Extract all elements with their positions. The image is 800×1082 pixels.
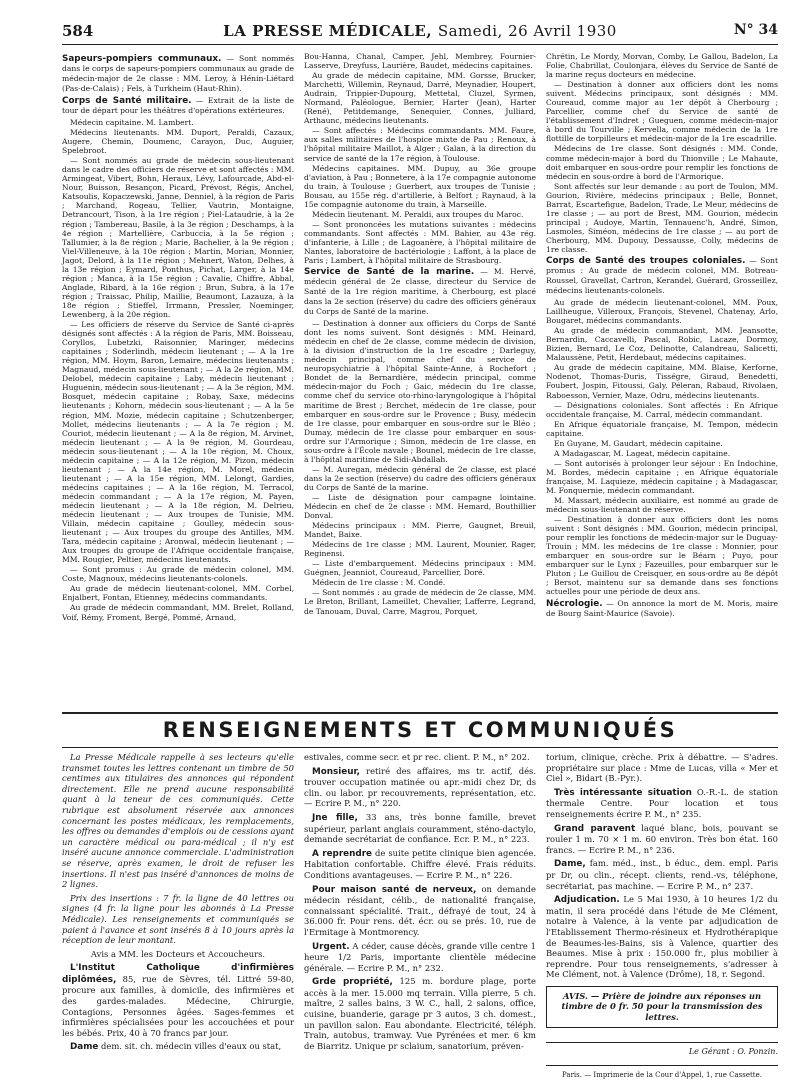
ad-text: O.-R.-L. de station thermale Centre. Pour location et tous renseignements écrire P. M., n° 235. [546, 786, 778, 819]
section-heading [304, 267, 536, 317]
paragraph: Au grade de médecin lieutenant-colonel, MM. Corbel, Enjalbert, Fontan, Etienney, médecins commandants. [62, 584, 294, 603]
section-title: RENSEIGNEMENTS ET COMMUNIQUÉS [162, 718, 678, 742]
paragraph: Au grade de médecin commandant, MM. Jeansotte, Bernardin, Caccavelli, Pascal, Robic, Lacaze, Dormoy, Bizien, Bernard, Le Coz, Delinotte, Calandreau, Salicetti, Malaussène, Petit, Herdebaut, médecins capitaines. [546, 326, 778, 363]
page-header [62, 22, 778, 45]
ad-title: Monsieur, [312, 766, 360, 777]
classified-ad [62, 962, 294, 1038]
ad-text: 33 ans, très bonne famille, brevet supérieur, parlant anglais couramment, sténo-dactylo, demande secrétariat de confiance. Ecr. P. M., n° 223. [304, 811, 536, 845]
paragraph: Au grade de médecin capitaine, MM. Gorsse, Brucker, Marchetti, Willemin, Reynaud, Darré, Meynadier, Houpert, Audrain, Trippier-Dupourg, Mettetal, Cluzel, Syrmen, Normand, Paléologue, Bernier, Harter (Jean), Harter (René), Petitdemange, Senequier, Connes, Julliard, Arthaunc, médecins lieutenants. [304, 71, 536, 126]
paragraph: Médecins lieutenants. MM. Duport, Peraldi, Cazaux, Augere, Chemin, Doumenc, Carayon, Duc, Auguier, Spelebroot. [62, 128, 294, 156]
ad-text: dem. sit. ch. médecin villes d'eaux ou stat, [98, 1041, 282, 1052]
classified-ad [62, 1041, 294, 1053]
column-2 [304, 52, 536, 708]
paragraph: Médecin de 1re classe : M. Condé. [312, 578, 446, 588]
classified-ad [304, 766, 536, 809]
paragraph: Médecins de 1re classe. Sont désignés : MM. Conde, comme médecin-major à bord du Thionville ; Le Mahaute, doit embarquer en sous-ordre pour remplir les fonctions de médecin en sous-ordre à bord de l'Armorique. [546, 144, 778, 181]
paragraph: Médecin lieutenant. M. Peraldi, aux troupes du Maroc. [312, 209, 524, 219]
heading-lead: — Extrait de la liste de tour de départ pour les théâtres d'opérations extérieures. [62, 96, 295, 115]
paragraph: — Sont prononcées les mutations suivantes : médecins commandants. Sont affectés : MM. Bahier, au 43e rég. d'infanterie, à Lille ; de Lagoanère, à l'hôpital militaire de Nantes, laboratoire de bactériologie ; Laffont, à la place de Paris ; Lambert, à l'hôpital militaire de Strasbourg. [304, 219, 536, 266]
ad-title: Adjudication. [554, 895, 620, 906]
notice-paragraph: Prix des insertions : 7 fr. la ligne de 40 lettres ou signes (4 fr. la ligne pour les abonnés à La Presse Médicale). Les renseignements et communiqués se paient à l'avance et sont insérés 8 à 10 jours après la réception de leur montant. [62, 892, 294, 946]
classified-ad [546, 894, 778, 980]
news-columns [62, 52, 778, 708]
printer-imprint: Paris. — Imprimerie de la Cour d'Appel, 1, rue Cassette. [546, 1065, 778, 1081]
issue-date: Samedi, 26 Avril 1930 [437, 22, 617, 40]
paragraph: Chrétin, Le Mordy, Morvan, Comby, Le Gallou, Badelon, La Folie, Chabrillat, Coulonjara, élèves du Service de Santé de la marine reçus docteurs en médecine. [546, 52, 778, 80]
paragraph: Au grade de médecin capitaine, MM. Blaise, Kerforne, Nodenot, Thomas-Duris, Tisségre, Giraud, Benedetti, Foubert, Jospin, Fitoussi, Galy, Péleran, Rabaud, Rivolaen, Raboesson, Vernier, Maze, Odru, médecins lieutenants. [546, 363, 778, 400]
section-rule [62, 712, 778, 716]
paragraph: Au grade de médecin commandant, MM. Brelet, Rolland, Voif, Rémy, Froment, Bergé, Pommé, Arnaud, [62, 603, 294, 622]
paragraph: A Madagascar, M. Lageat, médecin capitaine. [554, 448, 731, 458]
ad-text: fam. méd., inst., b éduc., dem. empl. Paris pr Dr, ou clin., récept. clients, rend.-vs, téléphone, secrétariat, pas machine. — Ecrire P. M., n° 237. [546, 858, 778, 891]
paragraph: torium, clinique, crèche. Prix à débattre. — S'adres. propriétaire sur place : Mme de Lucas, villa « Mer et Ciel », Bidart (B.-Pyr.). [546, 752, 778, 784]
page-number: 584 [62, 22, 94, 40]
ad-text: A céder, cause décès, grande ville centre 1 heure 1/2 Paris, importante clientèle médecine générale. — Ecrire P. M., n° 232. [304, 940, 536, 973]
ad-text: laqué blanc, bois, pouvant se rouler 1 m. 70 × 1 m. 60 environ. Très bon état. 160 francs. — Ecrire P. M., n° 236. [546, 822, 778, 855]
heading-title: Sapeurs-pompiers communaux. [62, 54, 222, 64]
paragraph: Sont affectés sur leur demande : au port de Toulon, MM. Gourion, Rivière, médecins principaux ; Belle, Bonnet, Barrat, Escartefigue, Badelon, Trade, Le Meur, médecins de 1re classe ; — au port de Brest, MM. Gourion, médecin principal ; Audoye, Martin, Tennauenc'h, André, Simon, Lasmoles, Siméon, médecins de 1re classe ; — au port de Cherbourg, MM. Dupouy, Dessausse, Colly, médecins de 1re classe. [546, 181, 778, 254]
classifieds-column-3 [546, 752, 778, 1080]
heading-title: Nécrologie. [546, 598, 603, 609]
heading-lead: — M. Hervé, médecin général de 2e classe, directeur du Service de Santé de la 1re région maritime, à Cherbourg, est placé dans la 2e section (réserve) du cadre des officiers généraux du Corps de Santé de la marine. [304, 267, 536, 317]
classified-ad [304, 812, 536, 845]
ad-title: Grand paravent [554, 823, 636, 834]
heading-title: Service de Santé de la marine. [304, 267, 475, 278]
paragraph: — Destination à donner aux officiers dont les noms suivent. Médecins principaux, sont désignés : MM. Coureaud, comme major au 1er dépôt à Cherbourg ; Parcellier, comme chef du Service de santé de l'établissement d'Indret ; Gueguen, comme médecin-major à bord du Tourville ; Kervella, comme médecin de la 1re flottille de torpilleurs et médecin-major de la 1re escadrille. [546, 80, 778, 144]
heading-lead: — On annonce la mort de M. Moris, maire de Bourg Saint-Maurice (Savoie). [546, 598, 778, 618]
ad-text: de suite petite clinique bien agencée. Habitation confortable. Chiffre élevé. Frais réduits. Conditions avantageuses. — Ecrire P. M., n° 226. [304, 847, 536, 880]
heading-title: Corps de Santé militaire. [62, 96, 192, 106]
journal-title [62, 22, 778, 40]
paragraph: Médecins principaux : MM. Pierre, Gaugnet, Breuil, Mandet, Baixe. [304, 521, 536, 540]
publisher-manager: Le Gérant : O. Ponzin. [546, 1042, 778, 1058]
issue-number: N° 34 [733, 22, 778, 38]
paragraph: — Sont autorisés à prolonger leur séjour : En Indochine, M. Bordes, médecin capitaine ; en Afrique équatoriale française, M. Laquieze, médecin capitaine ; à Madagascar, M. Fonquernie, médecin commandant. [546, 458, 778, 495]
ad-title: Dame [70, 1042, 99, 1053]
notice-paragraph: La Presse Médicale rappelle à ses lecteurs qu'elle transmet toutes les lettres contenant un timbre de 50 centimes aux titulaires des annonces qui répondent directement. Elle ne prend aucune responsabilité quant à la teneur de ces communiqués. Cette rubrique est absolument réservée aux annonces concernant les postes médicaux, les remplacements, les offres ou demandes d'emplois ou de cessions ayant un caractère médical ou para-médical ; il n'y est inséré aucune annonce commerciale. L'administration se réserve, après examen, le droit de refuser les insertions. Il n'est pas inséré d'annonces de moins de 2 lignes. [62, 752, 294, 890]
paragraph: — Liste d'embarquement. Médecins principaux : MM. Guégnen, Jeanniot, Coureaud, Parcellier, Doré. [304, 559, 536, 578]
ad-text: on demande médecin résidant, célib., de nationalité française, connaissant spécialité. Trait., défrayé de tout, 24 à 36.000 fr. Pour rens. dét. écr. ou se prés. 10, rue de l'Ermitage à Montmorency. [304, 883, 536, 937]
ad-title: L'Institut Catholique d'infirmières diplômées, [62, 963, 294, 985]
classifieds-items [546, 752, 778, 980]
paragraph: — M. Auregan, médecin général de 2e classe, est placé dans la 2e section (réserve) du cadre des officiers généraux du Corps de Santé de la marine. [304, 464, 536, 492]
paragraph: — Sont promus : Au grade de médecin colonel, MM. Coste, Magnoux, médecins lieutenants-colonels. [62, 565, 294, 584]
ad-text: 125 m. bordure plage, porte accès à la mer. 15.000 mq terrain. Villa pierre, 5 ch. maître, 2 salles bains, 3 W. C., hall, 2 salons, office, cuisine, buanderie, garage pr 3 autos, 3 ch. domest., un pavillon salon. Eau abondante. Electricité, téléph. Train, autobus, tramway. Vue Pyrénées et mer. 6 km de Biarritz. Unique pr sclaium, sanatorium, préven- [304, 976, 537, 1051]
ad-text: Le 5 Mai 1930, à 10 heures 1/2 du matin, il sera procédé dans l'étude de Me Clément, notaire à Valence, à la vente par adjudication de l'Etablissement Thermo-résineux et Hydrothérapique de Beaumes-les-Bains, sis à Valence, quartier des Beaumes. Mise à prix : 150.000 fr., plus mobilier à reprendre. Pour tous renseignements, s'adresser à Me Clément, not. à Valence (Drôme), 18, r. Segond. [546, 894, 778, 980]
avis-notice-box: AVIS. — Prière de joindre aux réponses un timbre de 0 fr. 50 pour la transmission des lettres. [546, 986, 778, 1028]
journal-name: LA PRESSE MÉDICALE, [223, 22, 433, 40]
ad-text: 85, rue de Sèvres, tél. Littré 59-80, procure aux familles, à domicile, des infirmières et des gardes-malades. Médecine, Chirurgie, Contagions, Personnes âgées. Sages-femmes et infirmières spécialisées pour les accouchées et pour les bébés. Prix, 40 à 70 francs par jour. [62, 973, 294, 1038]
paragraph: Médecins capitaines. MM. Dupuy, au 36e groupe d'aviation, à Pau ; Bonnetere, à la 17e compagnie autonome du train, à Toulouse ; Guerbert, aux troupes de Tunisie ; Bousau, au 155e rég. d'artillerie, à Belfort ; Raynaud, à la 15e compagnie autonome du train, à Marseille. [304, 163, 536, 209]
paragraph: — Les officiers de réserve du Service de Santé ci-après désignés sont affectés : A la région de Paris, MM. Boisseau, Coryllos, Lubetzki, Raisonnier, Maringer, médecins capitaines ; Soderlindh, médecin lieutenant ; — A la 1re région, MM. Hoym, Baron, Lemaire, médecins lieutenants ; Magnaud, médecin sous-lieutenant ; — A la 2e région, MM. Delobel, médecin capitaine ; Laby, médecin lieutenant ; Huguenin, médecin sous-lieutenant ; — A la 3e région, MM. Bosquet, médecin capitaine ; Robay, Saxe, médecins lieutenants ; Kohorn, médecin sous-lieutenant ; — A la 5e région, MM. Mozie, médecin capitaine ; Schutzenberger, Mollet, médecins lieutenants ; — A la 7e région ; M. Couriot, médecin lieutenant ; — A la 8e région, M. Arvinet, médecin lieutenant ; — A la 9e région, M. Gourdeau, médecin sous-lieutenant ; — A la 10e région, M. Choux, médecin capitaine ; — A la 12e région, M. Pizon, médecin lieutenant ; — A la 14e région, M. Morel, médecin lieutenant ; — A la 15e région, MM. Lelongt, Gardies, médecins capitaines ; — A la 16e région, M. Terracol, médecin commandant ; — A la 17e région, M. Payen, médecin lieutenant ; — A la 18e région, M. Delrieu, médecin lieutenant ; — Aux troupes de Tunisie, MM. Villain, médecin capitaine ; Goulley, médecin sous-lieutenant ; — Aux troupes du groupe des Antilles, MM. Tara, médecin capitaine ; Aronwal, médecin lieutenant ; — Aux troupes du groupe de l'Afrique occidentale française, MM. Rougier, Peltier, médecins lieutenants. [62, 320, 294, 565]
paragraph: — Sont nommés au grade de médecin sous-lieutenant dans le cadre des officiers de réserve et sont affectés : MM. Armingeat, Vibert, Bohn, Heraux, Lévy, Lafourcade, Abd-el-Nour, Buisson, Besançon, Picard, Prévost, Régis, Anchel, Katsoulis, Kopaczewski, Janne, Denniel, à la région de Paris ; Marchand, Rogeau, Tellier, Vautrin, Montaigne, Detrancourt, Tison, à la 1re région ; Piel-Lataudrie, à la 2e région ; Tambereau, Basile, à la 3e région ; Deschamps, à la 4e région ; Martellière, Carbuccia, à la 5e région ; Tallumier, à la 8e région ; Marie, Bachelier, à la 9e région ; Viel-Villeneuve, à la 10e région ; Martin, Morian, Monnier, Jagot, Delord, à la 11e région ; Mehnert, Waton, Delhes, à la 13e région ; Eymard, Ponthus, Pichat, Larger, à la 14e région ; Manca, à la 15e région ; Cavalie, Chiffre, Abbal, Anglade, Ribard, à la 16e région ; Brun, Subra, à la 17e région ; Traissac, Philip, Maillie, Beaumont, Lazauza, à la 18e région ; Stieffel, Irrmann, Pressler, Noeminger, Lewenberg, à la 20e région. [62, 156, 294, 319]
column-3 [546, 52, 778, 708]
ad-title: Dame, [554, 859, 586, 870]
ad-title: Jne fille, [312, 812, 358, 823]
classified-ad [546, 787, 778, 820]
heading-lead: — Sont nommés dans le corps de sapeurs-pompiers communaux au grade de médecin-major de 2e classe : MM. Leroy, à Hénin-Liétard (Pas-de-Calais) ; Fels, à Turkheim (Haut-Rhin). [62, 54, 295, 93]
paragraph: Médecins de 1re classe ; MM. Laurent, Mounier, Rager, Reginensi. [304, 540, 536, 559]
heading-lead: — Sont promus : Au grade de médecin colonel, MM. Botreau-Roussel, Gravellat, Cartron, Kerandel, Guérard, Grosseillez, médecins lieutenants-colonels. [546, 256, 778, 296]
paragraph: En Guyane, M. Gaudart, médecin capitaine. [554, 438, 723, 448]
ad-title: Urgent. [312, 941, 350, 952]
classified-ad [546, 823, 778, 856]
classified-ad [304, 976, 536, 1051]
paragraph: — Désignations coloniales. Sont affectés : En Afrique occidentale française, M. Carral, médecin commandant. [546, 400, 778, 419]
paragraph: Médecin capitaine. M. Lambert. [70, 118, 194, 127]
paragraph: — Sont nommés : au grade de médecin de 2e classe, MM. Le Breton, Brillant, Lameillet, Chevalier, Lafferre, Legrand, de Tanouam, Duval, Carre, Magrou, Porquet, [304, 588, 536, 616]
heading-title: Corps de Santé des troupes coloniales. [546, 256, 746, 267]
classified-ad [304, 941, 536, 974]
notice-heading: Avis a MM. les Docteurs et Accoucheurs. [90, 948, 266, 959]
paragraph: Bou-Hanna, Chanal, Camper, Jehl, Membrey, Fournier-Lasserve, Dreyfuss, Laurière, Baudet, médecins capitaines. [304, 52, 536, 71]
paragraph: En Afrique équatoriale française, M. Tempon, médecin capitaine. [546, 419, 778, 438]
classified-ad [546, 858, 778, 891]
classified-ad [304, 884, 536, 938]
paragraph: Au grade de médecin lieutenant-colonel, MM. Poux, Laillheugue, Villeroux, François, Stevenel, Chatenay, Arlo, Bougaret, médecins commandants. [546, 298, 778, 326]
ad-title: Très intéressante situation [554, 787, 692, 798]
classifieds-column-1 [62, 752, 294, 1070]
paragraph: estivales, comme secr. et pr rec. client. P. M., n° 202. [304, 752, 530, 762]
column-1 [62, 52, 294, 708]
classifieds-columns [62, 752, 778, 1080]
classifieds-column-2 [304, 752, 536, 1070]
classified-ad [304, 848, 536, 881]
ad-text: retiré des affaires, ms tr. actif, dés. trouver occupation matinée ou apr.-midi chez Dr, ds clin. ou labor. pr recouvrements, représentation, etc. — Ecrire P. M., n° 220. [304, 765, 536, 809]
paragraph: — Destination à donner aux officiers dont les noms suivent : Sont désignés : MM. Gourion, médecin principal, pour remplir les fonctions de médecin-major sur le Duguay-Trouin ; MM. les médecins de 1re classe : Monnier, pour embarquer en sous-ordre sur le Béarn ; Puyo, pour embarquer sur le Lynx ; Fazeuilles, pour embarquer sur le Pluton ; Le Guillou de Creisquer, en sous-ordre au 8e dépôt ; Bersot, maintenu sur sa demande dans ses fonctions actuelles pour une période de deux ans. [546, 515, 778, 597]
paragraph: — Sont affectés : Médecins commandants. MM. Faure, aux salles militaires de l'hospice mixte de Pau ; Renoux, à l'hôpital militaire Maillot, à Alger ; Galan, à la direction du service de santé de la 17e région, à Toulouse. [304, 126, 536, 163]
section-heading [546, 599, 778, 619]
section-heading [546, 256, 778, 296]
paragraph: — Liste de désignation pour campagne lointaine. Médecin en chef de 2e classe : MM. Hemard, Bouthillier Donval. [304, 492, 536, 521]
ad-title: Pour maison santé de nerveux, [312, 884, 477, 895]
ad-title: A reprendre [312, 848, 372, 859]
ad-title: Grde propriété, [312, 977, 393, 988]
section-rule-bottom [62, 747, 778, 748]
section-heading [62, 96, 294, 116]
section-heading [62, 54, 294, 94]
paragraph: — Destination à donner aux officiers du Corps de Santé dont les noms suivent. Sont désignés : MM. Heinard, médecin en chef de 2e classe, comme médecin de division, à la division d'instruction de la 1re escadre ; Darleguy, médecin principal, comme chef du service de neuropsychiatrie à l'hôpital Sainte-Anne, à Rochefort ; Bondet de la Bernardière, médecin principal, comme médecin-major du Foch ; Gaic, médecin du 1re classe, comme chef du service oto-rhino-laryngologique à l'hôpital maritime de Brest ; Berchet, médecin de 1re classe, pour embarquer en sous-ordre sur le Provence ; Busy, médecin de 1re classe, pour embarquer en sous-ordre sur le Bléo ; Dumay, médecin de 1re classe pour embarquer en sous-ordre sur l'Armorique ; Simon, médecin de 1re classe, en sous-ordre à l'École navale ; Bounel, médecin de 1re classe, à l'hôpital maritime de Sidi-Abdallah. [304, 319, 536, 464]
paragraph: M. Massart, médecin auxiliaire, est nommé au grade de médecin sous-lieutenant de réserve. [546, 496, 778, 515]
